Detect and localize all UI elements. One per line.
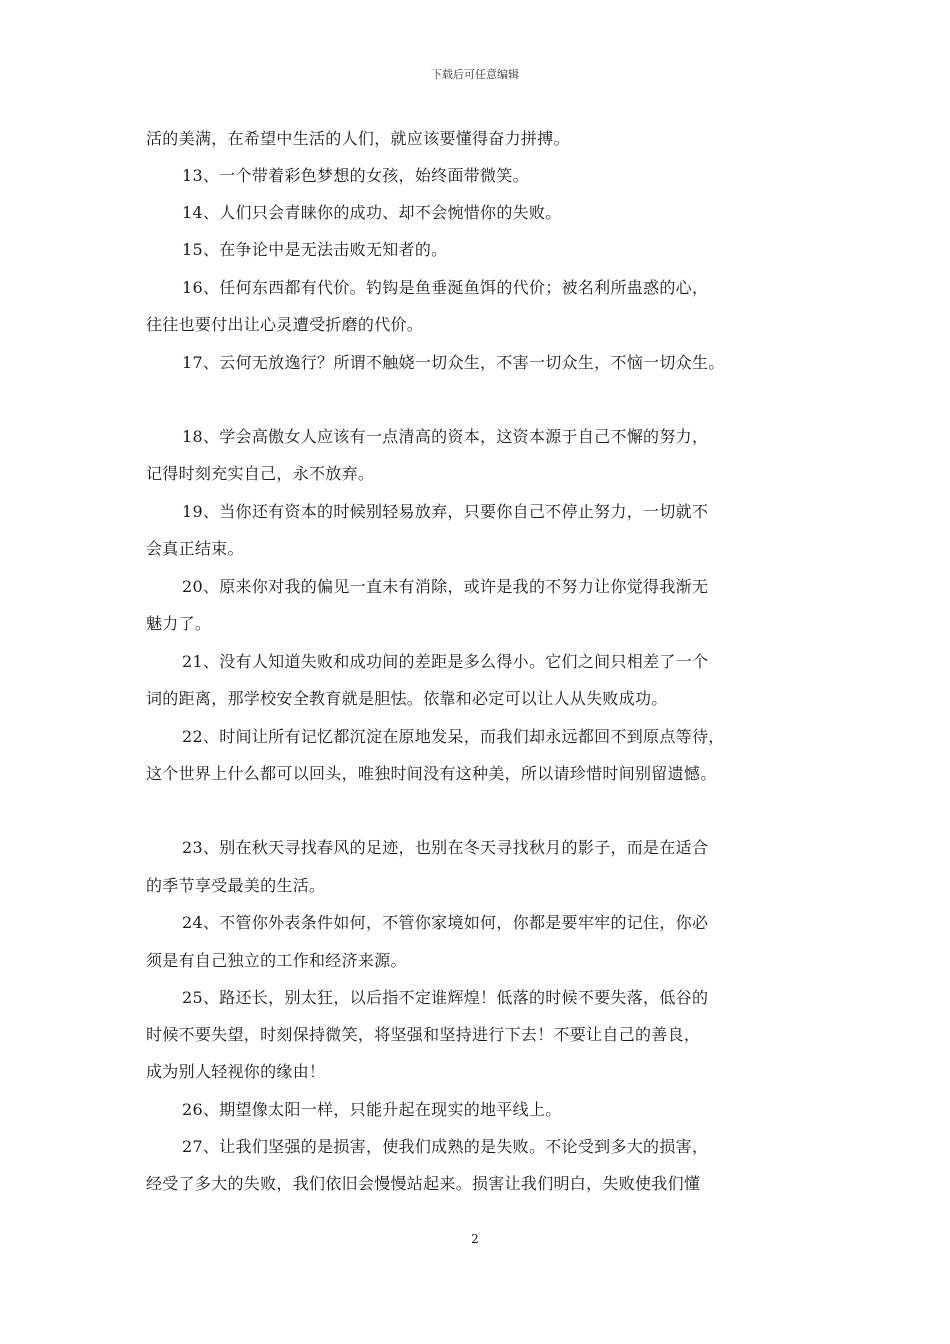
page-number: 2 [471, 1232, 479, 1246]
text-line: 15、在争论中是无法击败无知者的。 [182, 240, 448, 259]
text-line: 27、让我们坚强的是损害，使我们成熟的是失败。不论受到多大的损害， [182, 1137, 709, 1156]
text-line: 经受了多大的失败，我们依旧会慢慢站起来。损害让我们明白，失败使我们懂 [146, 1174, 701, 1193]
text-line: 这个世界上什么都可以回头，唯独时间没有这种美，所以请珍惜时间别留遗憾。 [146, 764, 717, 783]
text-line: 17、云何无放逸行？所谓不触娆一切众生，不害一切众生，不恼一切众生。 [182, 353, 725, 372]
page-header: 下载后可任意编辑 [431, 68, 519, 81]
text-line: 16、任何东西都有代价。钓钩是鱼垂涎鱼饵的代价；被名利所蛊惑的心， [182, 278, 709, 297]
text-line: 的季节享受最美的生活。 [146, 876, 326, 895]
text-line: 魅力了。 [146, 614, 212, 633]
text-line: 词的距离，那学校安全教育就是胆怯。依靠和必定可以让人从失败成功。 [146, 689, 668, 708]
text-line: 25、路还长，别太狂，以后指不定谁辉煌！低落的时候不要失落，低谷的 [182, 988, 709, 1007]
text-line: 23、别在秋天寻找春风的足迹，也别在冬天寻找秋月的影子，而是在适合 [182, 838, 709, 857]
text-line: 22、时间让所有记忆都沉淀在原地发呆，而我们却永远都回不到原点等待， [182, 727, 725, 746]
text-line: 须是有自己独立的工作和经济来源。 [146, 951, 407, 970]
text-line: 活的美满，在希望中生活的人们，就应该要懂得奋力拼搏。 [146, 129, 570, 148]
text-line: 26、期望像太阳一样，只能升起在现实的地平线上。 [182, 1100, 562, 1119]
text-line: 成为别人轻视你的缘由！ [146, 1062, 326, 1081]
text-line: 18、学会高傲女人应该有一点清高的资本，这资本源于自己不懈的努力， [182, 427, 709, 446]
text-line: 24、不管你外表条件如何，不管你家境如何，你都是要牢牢的记住，你必 [182, 913, 709, 932]
text-line: 21、没有人知道失败和成功间的差距是多么得小。它们之间只相差了一个 [182, 652, 709, 671]
text-line: 13、一个带着彩色梦想的女孩，始终面带微笑。 [182, 166, 529, 185]
text-line: 会真正结束。 [146, 539, 244, 558]
text-line: 20、原来你对我的偏见一直未有消除，或许是我的不努力让你觉得我渐无 [182, 577, 709, 596]
text-line: 记得时刻充实自己，永不放弃。 [146, 464, 375, 483]
text-line: 14、人们只会青睐你的成功、却不会惋惜你的失败。 [182, 203, 562, 222]
text-line: 往往也要付出让心灵遭受折磨的代价。 [146, 315, 424, 334]
text-line: 19、当你还有资本的时候别轻易放弃，只要你自己不停止努力，一切就不 [182, 502, 709, 521]
text-line: 时候不要失望，时刻保持微笑，将坚强和坚持进行下去！不要让自己的善良， [146, 1025, 701, 1044]
